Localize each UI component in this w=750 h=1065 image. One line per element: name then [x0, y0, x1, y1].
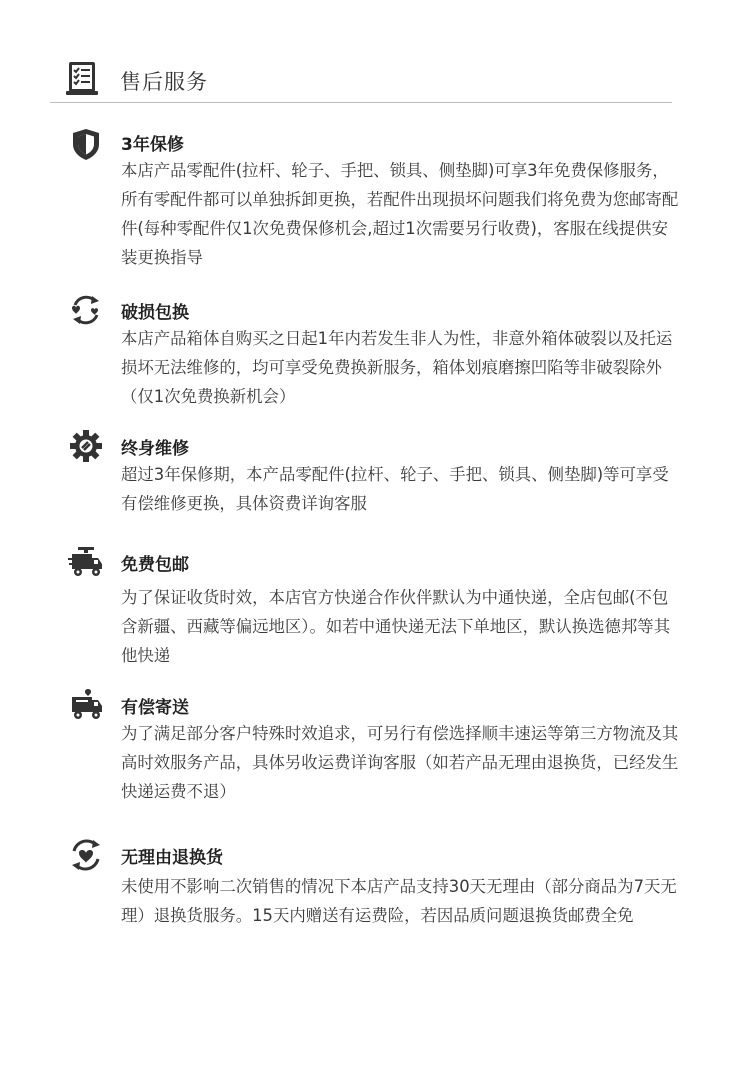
- section-body: 本店产品箱体自购买之日起1年内若发生非人为性，非意外箱体破裂以及托运损坏无法维修的，均可享受免费换新服务，箱体划痕磨擦凹陷等非破裂除外（仅1次免费换新机会）: [121, 329, 673, 406]
- section-damage-replacement: [68, 292, 678, 412]
- section-warranty: [68, 124, 678, 274]
- section-free-shipping: [68, 544, 678, 666]
- section-title: 无理由退换货: [121, 848, 223, 868]
- section-lifetime-repair: [68, 428, 678, 520]
- section-no-reason-return: [68, 835, 678, 959]
- gear-icon: [68, 428, 104, 464]
- section-title: 破损包换: [121, 303, 189, 323]
- delivery-truck-icon: [68, 544, 104, 580]
- section-body: 为了保证收货时效，本店官方快递合作伙伴默认为中通快递，全店包邮(不包含新疆、西藏等偏远地区）。如若中通快递无法下单地区，默认换选德邦等其他快递: [121, 588, 671, 665]
- heart-cycle-icon: [68, 837, 104, 873]
- section-body: 未使用不影响二次销售的情况下本店产品支持30天无理由（部分商品为7天无理）退换货服务。15天内赠送有运费险，若因品质问题退换货邮费全免: [121, 877, 677, 925]
- exchange-hearts-icon: [68, 292, 104, 328]
- section-body: 超过3年保修期，本产品零配件(拉杆、轮子、手把、锁具、侧垫脚)等可享受有偿维修更换，具体资费详询客服: [121, 465, 669, 513]
- section-title: 免费包邮: [121, 555, 189, 575]
- express-truck-icon: [68, 687, 104, 723]
- shield-icon: [68, 126, 104, 162]
- checklist-icon: [66, 60, 100, 96]
- section-title: 终身维修: [121, 439, 189, 459]
- section-paid-delivery: [68, 687, 678, 809]
- section-body: 为了满足部分客户特殊时效追求，可另行有偿选择顺丰速运等第三方物流及其高时效服务产品，具体另收运费详询客服（如若产品无理由退换货，已经发生快递运费不退）: [121, 724, 679, 801]
- section-title: 3年保修: [121, 135, 184, 155]
- page-title: 售后服务: [120, 70, 208, 94]
- section-body: 本店产品零配件(拉杆、轮子、手把、锁具、侧垫脚)可享3年免费保修服务，所有零配件都可以单独拆卸更换，若配件出现损坏问题我们将免费为您邮寄配件(每种零配件仅1次免费保修机会,超过1次需要另行收费)，客服在线提供安装更换指导: [121, 161, 679, 267]
- section-title: 有偿寄送: [121, 698, 189, 718]
- header: [50, 56, 672, 103]
